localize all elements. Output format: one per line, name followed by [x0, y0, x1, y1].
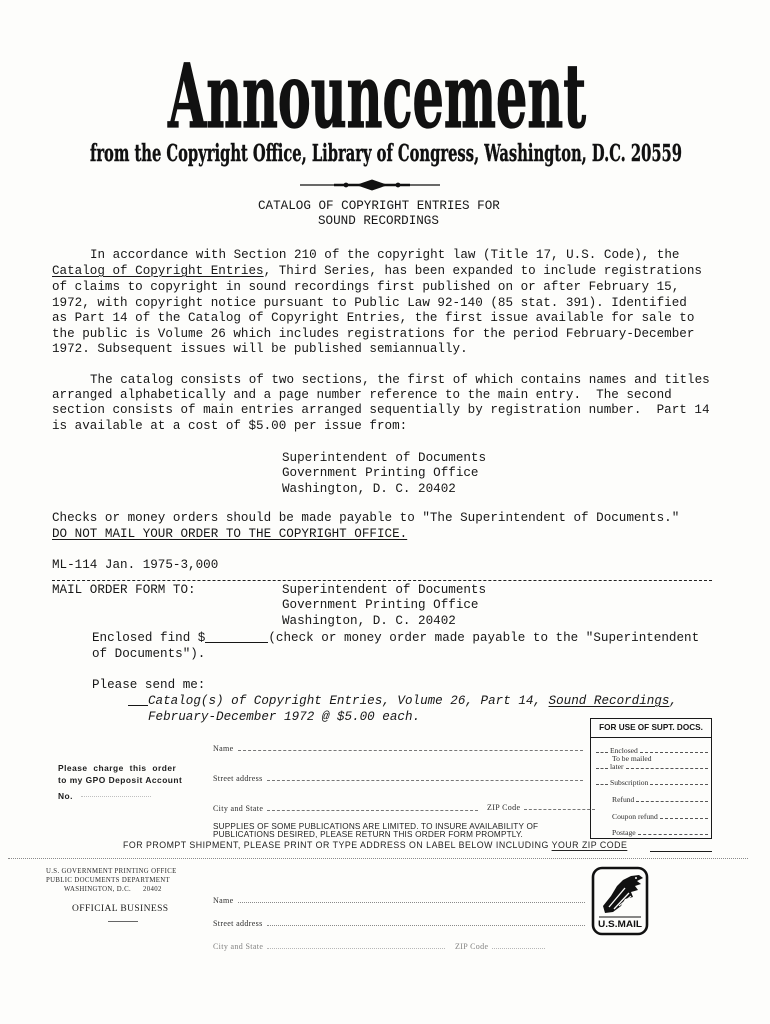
announcement-title: Announcement	[167, 44, 587, 148]
office-use-label: later	[610, 762, 624, 771]
intro-paragraph-line: 1972. Subsequent issues will be published semiannually.	[52, 342, 468, 356]
deposit-note-line: to my GPO Deposit Account	[58, 775, 183, 785]
quantity-blank	[128, 695, 148, 706]
sender-city: WASHINGTON, D.C.	[64, 886, 132, 893]
order-item-subject: Sound Recordings	[548, 694, 670, 708]
supplies-notice-line: PUBLICATIONS DESIRED, PLEASE RETURN THIS ORDER FORM PROMPTLY.	[213, 830, 524, 839]
field-label: Name	[213, 896, 234, 905]
mail-to-address-line: Government Printing Office	[282, 598, 479, 612]
office-use-box	[590, 718, 712, 839]
catalog-title-reference: Catalog of Copyright Entries	[52, 264, 264, 278]
masthead-subtitle: from the Copyright Office, Library of Congress, Washington, D.C. 20559	[90, 140, 682, 167]
label-cut-line	[8, 858, 748, 859]
office-use-label: Subscription	[610, 778, 649, 787]
enclosed-instructions: (check or money order made payable to the "Superintendent	[268, 631, 700, 645]
masthead	[0, 0, 770, 200]
deposit-note-line: Please charge this order	[58, 763, 177, 773]
field-label: Street address	[213, 774, 263, 783]
order-street-field	[213, 772, 583, 783]
sender-line: U.S. GOVERNMENT PRINTING OFFICE	[46, 868, 177, 875]
office-use-title: FOR USE OF SUPT. DOCS.	[599, 723, 703, 732]
cut-line	[52, 580, 712, 581]
office-use-row	[612, 794, 708, 804]
amount-blank	[205, 632, 268, 643]
field-label: ZIP Code	[487, 803, 521, 812]
shipment-notice	[123, 840, 627, 850]
intro-paragraph-line: of claims to copyright in sound recordings first published on or after February 15,	[52, 280, 680, 294]
office-use-row	[612, 811, 708, 821]
supplies-notice-line: SUPPLIES OF SOME PUBLICATIONS ARE LIMITED. TO INSURE AVAILABILITY OF	[213, 822, 539, 831]
order-name-field	[213, 742, 583, 753]
send-label: Please send me:	[92, 678, 206, 692]
office-use-label: Enclosed	[610, 746, 638, 755]
enclosed-instructions-continued: of Documents").	[92, 647, 206, 661]
intro-paragraph-line: 1972, with copyright notice pursuant to Public Law 92-140 (85 stat. 391). Identified	[52, 296, 687, 310]
order-item-punctuation: ,	[669, 694, 678, 708]
field-label: Name	[213, 744, 234, 753]
catalog-heading-line: SOUND RECORDINGS	[318, 214, 439, 228]
deposit-number-blank	[81, 796, 151, 797]
catalog-description-line: arranged alphabetically and a page number reference to the main entry. The second	[52, 388, 672, 402]
office-use-label: Postage	[612, 828, 636, 837]
catalog-description-line: section consists of main entries arranged sequentially by registration number. Part 14	[52, 403, 710, 417]
office-use-row	[596, 777, 708, 787]
catalog-description-line: The catalog consists of two sections, the first of which contains names and titles	[90, 373, 710, 387]
label-zip-field	[455, 940, 545, 951]
mailing-warning: DO NOT MAIL YOUR ORDER TO THE COPYRIGHT OFFICE.	[52, 527, 408, 541]
catalog-description-line: is available at a cost of $5.00 per issue from:	[52, 419, 408, 433]
payment-note: Checks or money orders should be made payable to "The Superintendent of Documents."	[52, 511, 680, 525]
catalog-heading-line: CATALOG OF COPYRIGHT ENTRIES FOR	[258, 199, 500, 213]
sales-address-line: Government Printing Office	[282, 466, 479, 480]
enclosed-label: Enclosed find $	[92, 631, 206, 645]
us-mail-logo-text: U.S.MAIL	[598, 919, 643, 930]
sender-city-line	[64, 885, 162, 894]
label-name-field	[213, 894, 585, 905]
order-item-text: Catalog(s) of Copyright Entries, Volume 26, Part 14,	[148, 694, 549, 708]
deposit-account-number	[58, 790, 151, 802]
zip-underline-extension	[650, 851, 712, 852]
office-use-label: Refund	[612, 795, 635, 804]
official-business-rule	[108, 921, 138, 922]
field-label: City and State	[213, 942, 264, 951]
order-zip-field	[487, 801, 595, 812]
official-business: OFFICIAL BUSINESS	[72, 904, 169, 914]
mail-to-address-line: Washington, D. C. 20402	[282, 614, 456, 628]
intro-paragraph-line: the public is Volume 26 which includes registrations for the period February-December	[52, 327, 695, 341]
form-number: ML-114 Jan. 1975-3,000	[52, 558, 219, 572]
sales-address-line: Washington, D. C. 20402	[282, 482, 456, 496]
mail-to-label: MAIL ORDER FORM TO:	[52, 583, 196, 597]
order-city-state-field	[213, 802, 478, 813]
order-item-price: February-December 1972 @ $5.00 each.	[148, 710, 421, 724]
intro-paragraph-text: , Third Series, has been expanded to include registrations	[263, 264, 702, 278]
intro-paragraph-line: as Part 14 of the Catalog of Copyright Entries, the first issue available for sale to	[52, 311, 695, 325]
field-label: ZIP Code	[455, 942, 489, 951]
order-item-line	[128, 693, 677, 709]
us-mail-logo	[591, 866, 649, 936]
label-street-field	[213, 917, 585, 928]
office-use-label: To be mailed	[612, 754, 652, 763]
sales-address-line: Superintendent of Documents	[282, 451, 487, 465]
intro-paragraph-line	[52, 263, 702, 279]
shipment-notice-text: FOR PROMPT SHIPMENT, PLEASE PRINT OR TYPE ADDRESS ON LABEL BELOW INCLUDING	[123, 840, 552, 850]
deposit-number-label: No.	[58, 791, 73, 801]
zip-code-emphasis: YOUR ZIP CODE	[551, 840, 628, 850]
enclosed-amount-line	[92, 630, 699, 646]
ornament-rule	[300, 180, 440, 191]
eagle-icon	[603, 875, 643, 913]
office-use-row	[612, 827, 708, 837]
office-use-label: Coupon refund	[612, 812, 658, 821]
office-use-row	[596, 761, 708, 771]
intro-paragraph-line: In accordance with Section 210 of the copyright law (Title 17, U.S. Code), the	[90, 248, 680, 262]
label-city-state-field	[213, 940, 445, 951]
field-label: City and State	[213, 804, 264, 813]
sender-line: PUBLIC DOCUMENTS DEPARTMENT	[46, 877, 170, 884]
office-use-divider	[591, 737, 711, 738]
mail-to-address-line: Superintendent of Documents	[282, 583, 487, 597]
sender-zip: 20402	[143, 886, 162, 893]
field-label: Street address	[213, 919, 263, 928]
